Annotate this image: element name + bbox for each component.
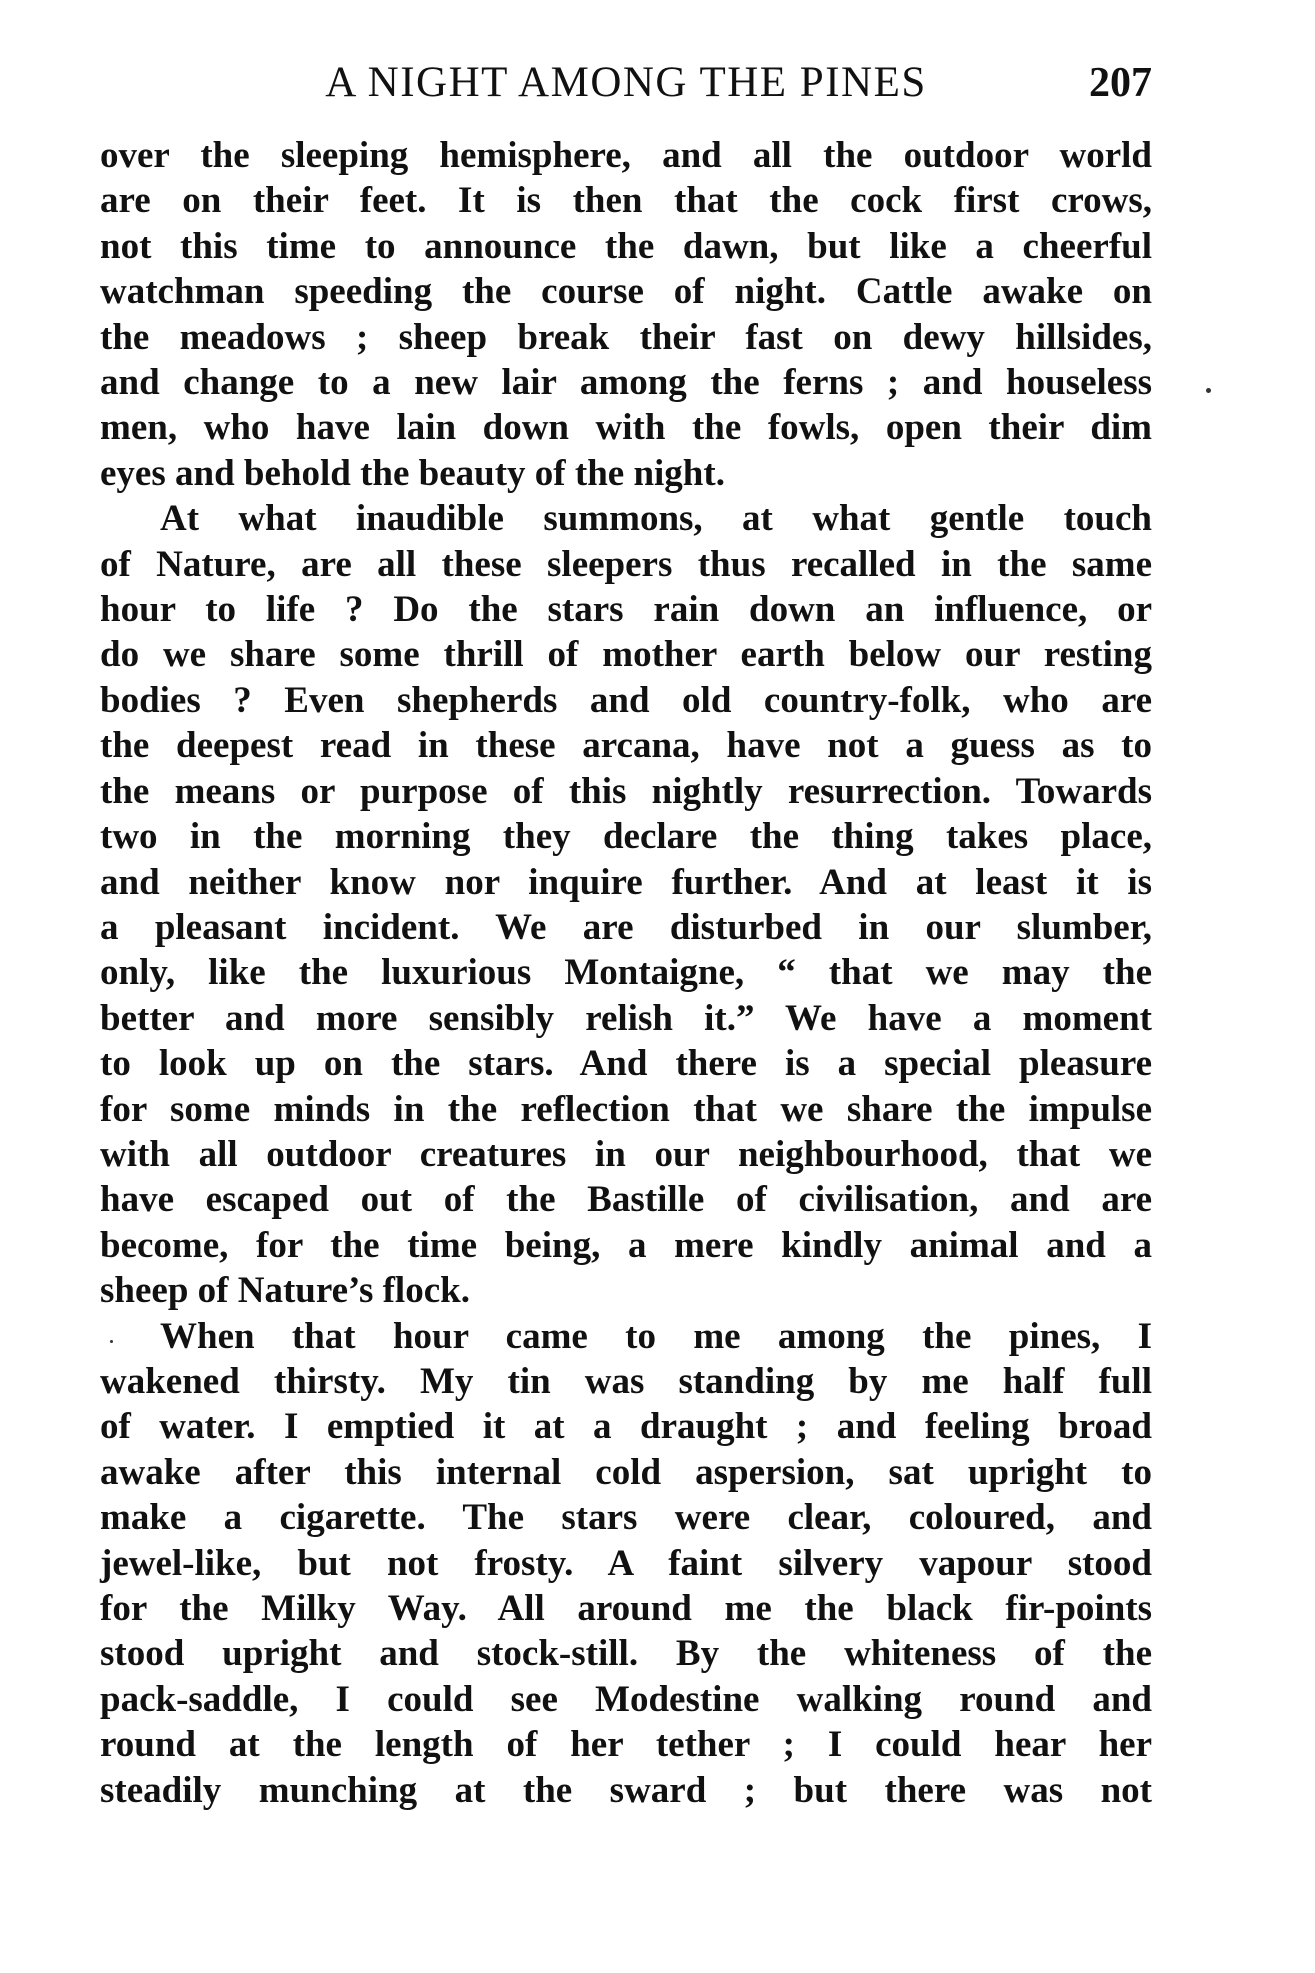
text-line: the deepest read in these arcana, have not a guess as to xyxy=(100,725,1152,767)
page-number: 207 xyxy=(1089,60,1152,106)
text-line: sheep of Nature’s flock. xyxy=(100,1270,470,1312)
text-line: watchman speeding the course of night. Cattle awake on xyxy=(100,271,1152,313)
text-line: pack-saddle, I could see Modestine walking round and xyxy=(100,1678,1152,1720)
text-line: of water. I emptied it at a draught ; and feeling broad xyxy=(100,1406,1152,1448)
paragraph xyxy=(100,1314,1152,1813)
text-line: have escaped out of the Bastille of civilisation, and are xyxy=(100,1179,1152,1221)
text-line: steadily munching at the sward ; but there was not xyxy=(100,1769,1152,1811)
text-line: At what inaudible summons, at what gentle touch xyxy=(160,498,1152,540)
text-line: with all outdoor creatures in our neighbourhood, that we xyxy=(100,1133,1152,1175)
text-line: awake after this internal cold aspersion, sat upright to xyxy=(100,1451,1152,1493)
text-line: not this time to announce the dawn, but like a cheerful xyxy=(100,225,1152,267)
text-line: for some minds in the reflection that we share the impulse xyxy=(100,1088,1152,1130)
text-line: round at the length of her tether ; I could hear her xyxy=(100,1724,1152,1766)
page-header xyxy=(100,58,1152,108)
text-line: wakened thirsty. My tin was standing by me half full xyxy=(100,1360,1152,1402)
text-line: stood upright and stock-still. By the whiteness of the xyxy=(100,1633,1152,1675)
text-line: eyes and behold the beauty of the night. xyxy=(100,452,725,494)
running-title: A NIGHT AMONG THE PINES xyxy=(325,59,927,106)
text-line: only, like the luxurious Montaigne, “ that we may the xyxy=(100,952,1152,994)
print-speck xyxy=(1206,388,1211,393)
text-line: for the Milky Way. All around me the black fir-points xyxy=(100,1588,1152,1629)
text-line: the meadows ; sheep break their fast on dewy hillsides, xyxy=(100,316,1152,358)
text-line: the means or purpose of this nightly resurrection. Towards xyxy=(100,770,1152,812)
text-line: are on their feet. It is then that the cock first crows, xyxy=(100,180,1152,222)
text-line: hour to life ? Do the stars rain down an influence, or xyxy=(100,589,1152,631)
text-line: of Nature, are all these sleepers thus recalled in the same xyxy=(100,543,1152,585)
text-line: and neither know nor inquire further. And at least it is xyxy=(100,861,1152,903)
paragraph xyxy=(100,133,1152,496)
text-line: When that hour came to me among the pines, I xyxy=(160,1315,1152,1357)
text-line: jewel-like, but not frosty. A faint silvery vapour stood xyxy=(100,1542,1152,1584)
text-line: two in the morning they declare the thing takes place, xyxy=(100,816,1152,858)
body-text xyxy=(100,133,1152,1813)
paragraph xyxy=(100,496,1152,1313)
text-line: better and more sensibly relish it.” We have a moment xyxy=(100,997,1152,1039)
text-line: make a cigarette. The stars were clear, coloured, and xyxy=(100,1497,1152,1539)
text-line: over the sleeping hemisphere, and all the outdoor world xyxy=(100,135,1152,176)
text-line: bodies ? Even shepherds and old country-folk, who are xyxy=(100,679,1152,721)
text-line: become, for the time being, a mere kindly animal and a xyxy=(100,1224,1152,1266)
text-line: men, who have lain down with the fowls, open their dim xyxy=(100,407,1152,449)
text-line: and change to a new lair among the ferns ; and houseless xyxy=(100,362,1152,404)
text-line: to look up on the stars. And there is a special pleasure xyxy=(100,1043,1152,1085)
print-speck xyxy=(110,1340,113,1343)
text-line: a pleasant incident. We are disturbed in our slumber, xyxy=(100,906,1152,948)
text-line: do we share some thrill of mother earth below our resting xyxy=(100,634,1152,676)
